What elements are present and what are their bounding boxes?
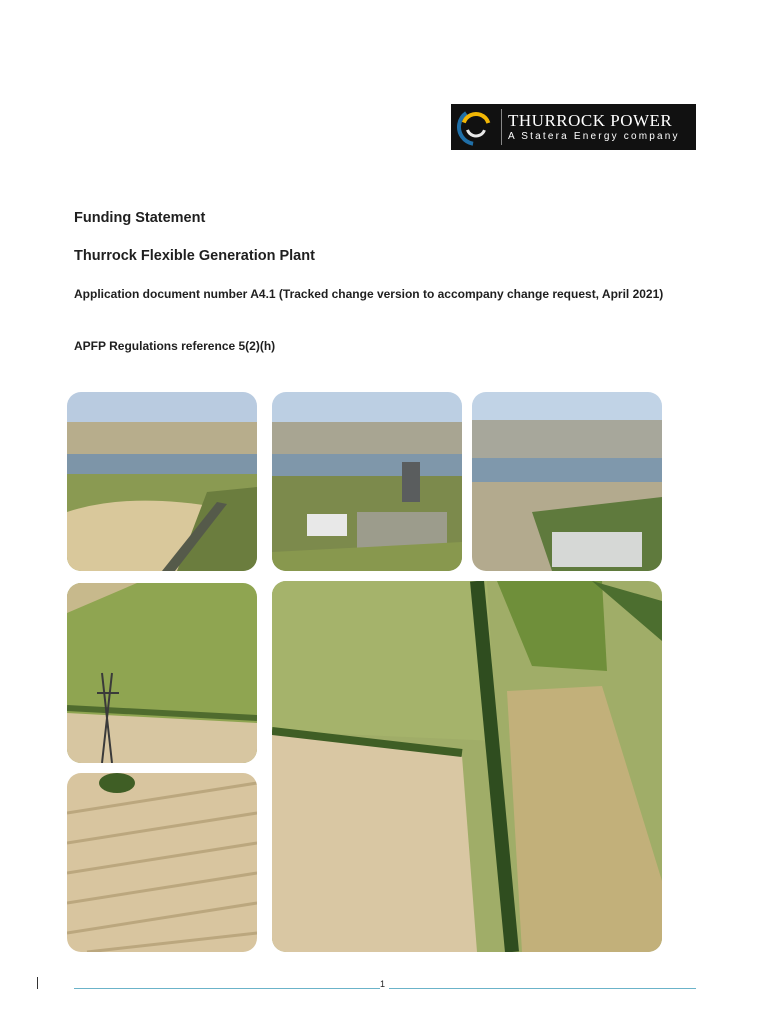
aerial-photo-large-fields bbox=[272, 581, 662, 952]
logo-separator bbox=[501, 109, 502, 145]
footer-rule-right bbox=[389, 988, 696, 989]
logo-swirl-icon bbox=[451, 104, 501, 150]
regulations-reference: APFP Regulations reference 5(2)(h) bbox=[74, 339, 276, 353]
logo-name: THURROCK POWER bbox=[508, 110, 673, 130]
application-document-line: Application document number A4.1 (Tracked change version to accompany change request, April 2021) bbox=[74, 287, 664, 301]
thurrock-power-logo bbox=[451, 104, 696, 150]
logo-text bbox=[508, 111, 680, 144]
footer-rule-left bbox=[74, 988, 380, 989]
aerial-photo-harvested-field bbox=[67, 773, 257, 952]
logo-tagline: A Statera Energy company bbox=[508, 130, 680, 142]
aerial-photo-estuary-left bbox=[67, 392, 257, 571]
page-number: 1 bbox=[380, 979, 386, 989]
aerial-photo-fields-pylon bbox=[67, 583, 257, 763]
document-title: Funding Statement bbox=[74, 210, 206, 226]
aerial-photo-riverside bbox=[472, 392, 662, 571]
margin-change-bar bbox=[37, 977, 38, 989]
aerial-photo-power-station bbox=[272, 392, 462, 571]
project-title: Thurrock Flexible Generation Plant bbox=[74, 248, 315, 264]
